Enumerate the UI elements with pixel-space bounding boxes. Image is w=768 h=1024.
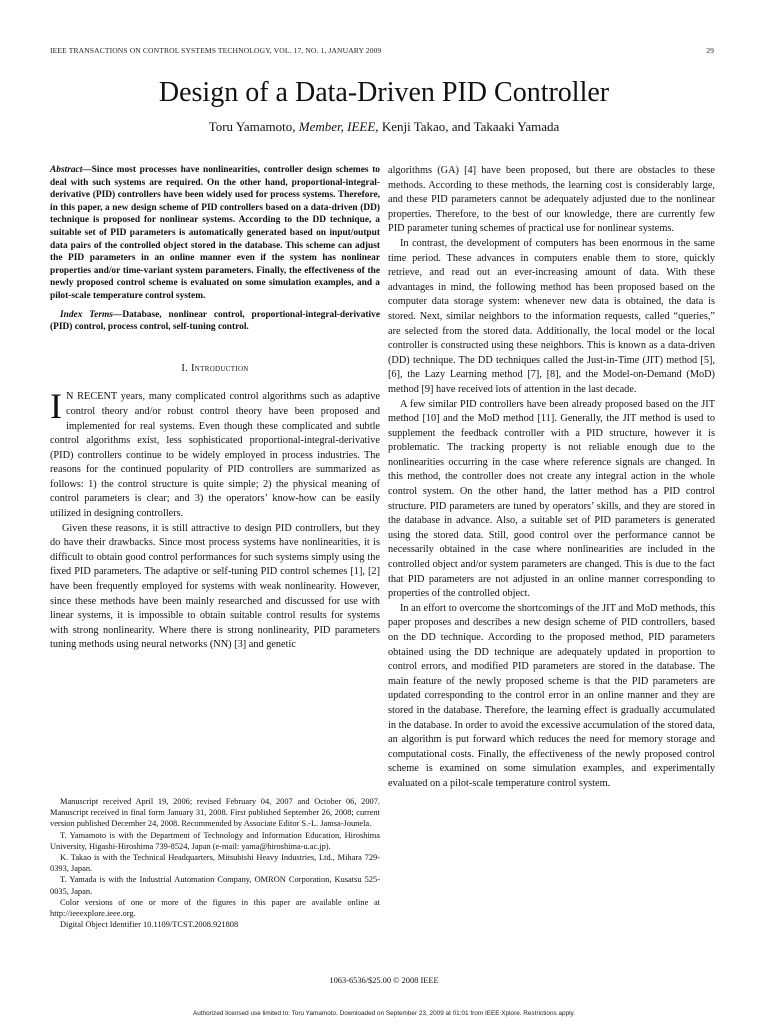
running-header — [50, 46, 714, 55]
index-terms — [50, 309, 380, 334]
footnote-manuscript: Manuscript received April 19, 2006; revised February 04, 2007 and October 06, 2007. Manuscript received in final form January 31, 2008. First published September 26, 2008; current version published December 24, 2008. Recommended by Associate Editor S.-L. Jamsa-Jounela. — [50, 797, 380, 829]
author-line — [0, 119, 768, 135]
page-number: 29 — [706, 46, 714, 55]
section-title: Introduction — [191, 362, 249, 374]
paper-title: Design of a Data-Driven PID Controller — [158, 77, 610, 108]
index-terms-text: Database, nonlinear control, proportional-integral-derivative (PID) control, process control, self-tuning control. — [50, 309, 381, 333]
footnotes — [50, 796, 380, 930]
footnote-takao: K. Takao is with the Technical Headquarters, Mitsubishi Heavy Industries, Ltd., Mihara 729-0393, Japan. — [50, 853, 380, 874]
other-authors: Kenji Takao, and Takaaki Yamada — [381, 119, 560, 134]
authorized-use-notice: Authorized licensed use limited to: Toru Yamamoto. Downloaded on September 23, 2009 at 01:01 from IEEE Xplore. Restrictions apply. — [192, 1010, 576, 1017]
copyright-line: 1063-6536/$25.00 © 2008 IEEE — [329, 976, 439, 985]
right-paragraph-1: algorithms (GA) [4] have been proposed, but there are obstacles to these methods. According to these methods, the learning cost is considerably large, and these PID parameters cannot be adequately adjusted due to the nonlinear properties. Therefore, to the best of our knowledge, there are currently few PID parameter tuning schemes of practical use for nonlinear systems. — [388, 165, 715, 235]
index-terms-label: Index Terms— — [60, 309, 123, 320]
abstract-label: Abstract— — [50, 165, 92, 175]
intro-paragraph-2: Given these reasons, it is still attractive to design PID controllers, but they do have their drawbacks. Since most process systems have nonlinearities, it is difficult to obtain good control performances for such systems simply using the fixed PID parameters. The adaptive or self-tuning PID control schemes [1], [2] have been frequently employed for systems with weak nonlinearity. However, since these methods have been mainly researched and discussed for use with linear systems, it is impossible to obtain suitable control results for systems with strong nonlinearity. Where there is strong nonlinearity, PID parameters tuning methods using neural networks (NN) [3] and genetic — [50, 522, 380, 651]
left-column — [50, 164, 380, 653]
right-paragraph-3: A few similar PID controllers have been already proposed based on the JIT method [10] and the MoD method [11]. Generally, the JIT method is used to supplement the feedback controller with a PID structure, however it is problematic. The tracking property is not reliable enough due to the nonlinearities occurring in the case where reference signals are changed. In this method, the controller does not create any integral action in the whole control system. On the other hand, the latter method has a PID control structure. PID parameters are tuned by operators’ skills, and they are stored in the database in advance. Also, a suitable set of PID parameters is generated using the stored data. Still, good control over the performance cannot be necessarily obtained in the case where nonlinearities are included in the controlled object and/or system parameters are changed. This is due to the fact that PID parameters are not adjusted in an online manner corresponding to properties of the controlled object. — [388, 398, 715, 600]
section-number: I. — [181, 362, 189, 374]
intro-paragraph-1-text: N RECENT years, many complicated control algorithms such as adaptive control theory and/or robust control theory have been proposed and implemented for real systems. Even though these complicated and subtle control algorithms exist, less sophisticated proportional-integral-derivative (PID) controllers continue to be widely employed in process industries. The reasons for the continued popularity of PID controllers are summarized as follows: 1) the control structure is quite simple; 2) the physical meaning of control parameters is clear; and 3) the operators’ know-how can be easily utilized in designing controllers. — [50, 391, 380, 520]
right-paragraph-2: In contrast, the development of computers has been enormous in the same time period. These advances in computers enable them to store, quickly retrieve, and read out an ever-increasing amount of data. With these advantages in mind, the following method has been proposed based on the computer data storage system: whenever new data is obtained, the data is stored. Next, similar neighbors to the information requests, called “queries,” are selected from the stored data. Additionally, the local model or the local controller is constructed using these neighbors. This is known as a data-driven (DD) technique. The DD techniques called the Just-in-Time (JIT) method [5], [6], the Lazy Learning method [7], [8], and the Model-on-Demand (MoD) method [9] have received lots of attention in the last decade. — [388, 237, 715, 395]
right-column — [388, 164, 715, 792]
right-paragraph-4: In an effort to overcome the shortcomings of the JIT and MoD methods, this paper proposes and describes a new design scheme of PID controllers, based on the DD technique. According to the proposed method, PID parameters obtained using the DD technique are adequately updated in proportion to control errors, and modified PID parameters are stored in the database. The main feature of the newly proposed scheme is that the PID parameters are updated corresponding to the control error in an online manner and they are stored in the database. Therefore, the learning effect is gradually accumulated in the database. In order to avoid the excessive accumulation of the stored data, an algorithm is put forward which reduces the need for memory storage and computational costs. Finally, the effectiveness of the newly proposed control scheme is examined on some simulation examples, and experimentally evaluated on a pilot-scale temperature control system. — [388, 602, 715, 789]
footnote-yamada: T. Yamada is with the Industrial Automation Company, OMRON Corporation, Kusatsu 525-0035, Japan. — [50, 875, 380, 896]
author-1-membership: Member, IEEE, — [298, 119, 379, 134]
intro-paragraph-1 — [50, 386, 380, 521]
author-1: Toru Yamamoto, — [208, 119, 296, 134]
journal-name: IEEE TRANSACTIONS ON CONTROL SYSTEMS TECHNOLOGY, VOL. 17, NO. 1, JANUARY 2009 — [50, 46, 382, 55]
abstract — [50, 164, 380, 303]
footnote-color: Color versions of one or more of the figures in this paper are available online at http://ieeexplore.ieee.org. — [50, 897, 380, 919]
abstract-text: Since most processes have nonlinearities, controller design schemes to deal with such systems are required. On the other hand, proportional-integral-derivative (PID) controllers have been widely used for process systems. Therefore, in this paper, a new design scheme of PID controllers based on a data-driven (DD) technique is proposed for nonlinear systems. According to the DD technique, a suitable set of PID parameters is automatically generated based on input/output data pairs of the controlled object stored in the database. This scheme can adjust the PID parameters in an online manner even if the system has nonlinear properties and/or time-variant system parameters. Finally, the effectiveness of the newly proposed control scheme is evaluated on some simulation examples, and a pilot-scale temperature control system. — [50, 165, 380, 301]
footnote-doi: Digital Object Identifier 10.1109/TCST.2008.921808 — [60, 920, 239, 930]
drop-cap: I — [50, 386, 62, 427]
section-heading — [50, 362, 380, 377]
footnote-yamamoto: T. Yamamoto is with the Department of Technology and Information Education, Hiroshima University, Higashi-Hiroshima 739-8524, Japan (e-mail: yama@hiroshima-u.ac.jp). — [50, 830, 380, 851]
